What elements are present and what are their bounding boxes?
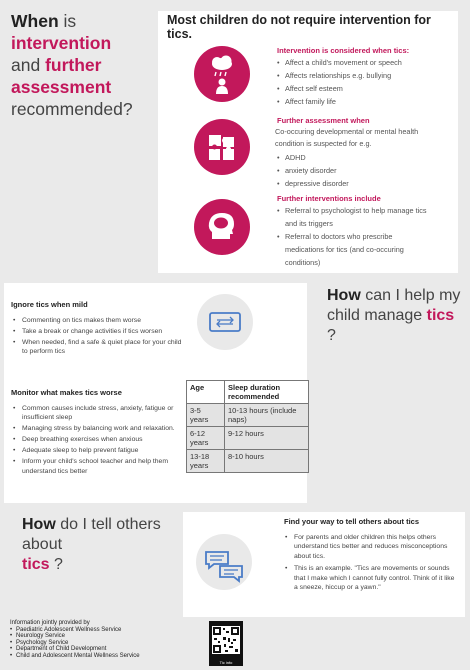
q-end-mark: ? [54,556,63,573]
assessment-list [277,151,447,190]
ignore-heading: Ignore tics when mild [11,300,88,309]
q-and-word: and [11,55,41,75]
sleep-duration-table [186,380,309,473]
list-item: • Child and Adolescent Mental Wellness Service [10,653,200,660]
qr-code-icon [209,623,243,657]
qr-caption: Tic info [219,660,233,665]
monitor-list [13,404,178,478]
list-item: • Referral to doctors who prescribe medications for tics (and co-occuring conditions) [277,230,427,269]
interventions-heading: Further interventions include [277,194,381,203]
table-row [187,450,309,473]
header-sleep: Sleep duration recommended [225,381,309,404]
list-item: • Take a break or change activities if tics worsen [13,327,188,336]
q-further-word: further [45,55,102,75]
q-rest-text: can I help my child manage [327,287,461,324]
list-item: • Affect self esteem [277,82,452,95]
table-cell: 13-18 years [187,450,225,473]
table-cell: 10-13 hours (include naps) [225,404,309,427]
how-tell-heading [22,515,172,575]
table-cell: 9-12 hours [225,427,309,450]
q-tics-word: tics [22,556,50,573]
q-end-mark: ? [327,327,336,344]
assessment-heading: Further assessment when [277,116,370,125]
list-item: • Managing stress by balancing work and relaxation. [13,424,178,433]
list-item: • Paediatric Adolescent Wellness Service [10,627,200,634]
interventions-list [277,204,427,269]
tell-list [285,533,455,594]
q-how-word: How [327,287,361,304]
puzzle-pieces-icon [194,119,250,175]
chat-bubbles-icon [196,534,252,590]
list-item: • Inform your child's school teacher and help them understand tics better [13,457,178,476]
list-item: • For parents and older children this helps others understand tics better and reduces misconceptions about tics. [285,533,455,561]
list-item: • Commenting on tics makes them worse [13,316,188,325]
list-item: • Affects relationships e.g. bullying [277,69,452,82]
list-item: • Neurology Service [10,633,200,640]
header-age: Age [187,381,225,404]
table-row [187,404,309,427]
intervention-card-title: Most children do not require intervention for tics. [167,13,431,41]
list-item: • Deep breathing exercises when anxious [13,435,178,444]
list-item: • Affect family life [277,95,452,108]
list-item: • anxiety disorder [277,164,447,177]
assessment-text: Co-occuring developmental or mental health condition is suspected for e.g. [275,127,419,148]
q-rest-text: do I tell others about [22,516,161,553]
intervention-card [158,11,458,273]
q-how-word: How [22,516,56,533]
manage-tics-card [4,283,307,503]
when-question-heading [11,10,161,120]
q-when-word: When [11,11,59,31]
q-tics-word: tics [426,307,455,324]
list-item: • Referral to psychologist to help manage tics and its triggers [277,204,427,230]
list-item: • When needed, find a safe & quiet place for your child to perform tics [13,338,188,357]
intervention-list [277,56,452,108]
list-item: • Affect a child's movement or speech [277,56,452,69]
provider-list [10,627,200,660]
q-recommended-word: recommended? [11,99,133,119]
q-intervention-word: intervention [11,33,112,53]
list-item: • Department of Child Development [10,646,200,653]
table-cell: 8-10 hours [225,450,309,473]
how-help-heading [327,286,467,346]
table-cell: 3-5 years [187,404,225,427]
q-is-word: is [63,11,77,31]
tell-heading: Find your way to tell others about tics [284,517,420,526]
brain-head-icon [194,199,250,255]
ignore-list [13,316,188,358]
q-assessment-word: assessment [11,77,112,97]
intervention-heading: Intervention is considered when tics: [277,46,410,55]
table-header-row [187,381,309,404]
message-arrows-icon [197,294,253,350]
list-item: • This is an example. "Tics are movements or sounds that I make which I cannot fully control. Think of it like a sneeze, hiccup or a yawn." [285,564,455,592]
table-cell: 6-12 years [187,427,225,450]
list-item: • depressive disorder [277,177,447,190]
qr-code[interactable] [209,621,243,666]
storm-cloud-child-icon [194,46,250,102]
list-item: • Psychology Service [10,640,200,647]
footer-intro: Information jointly provided by [10,620,90,626]
table-row [187,427,309,450]
list-item: • ADHD [277,151,447,164]
tell-others-card [183,512,465,617]
monitor-heading: Monitor what makes tics worse [11,388,122,397]
list-item: • Adequate sleep to help prevent fatigue [13,446,178,455]
list-item: • Common causes include stress, anxiety, fatigue or insufficient sleep [13,404,178,423]
footer-providers [10,620,200,660]
